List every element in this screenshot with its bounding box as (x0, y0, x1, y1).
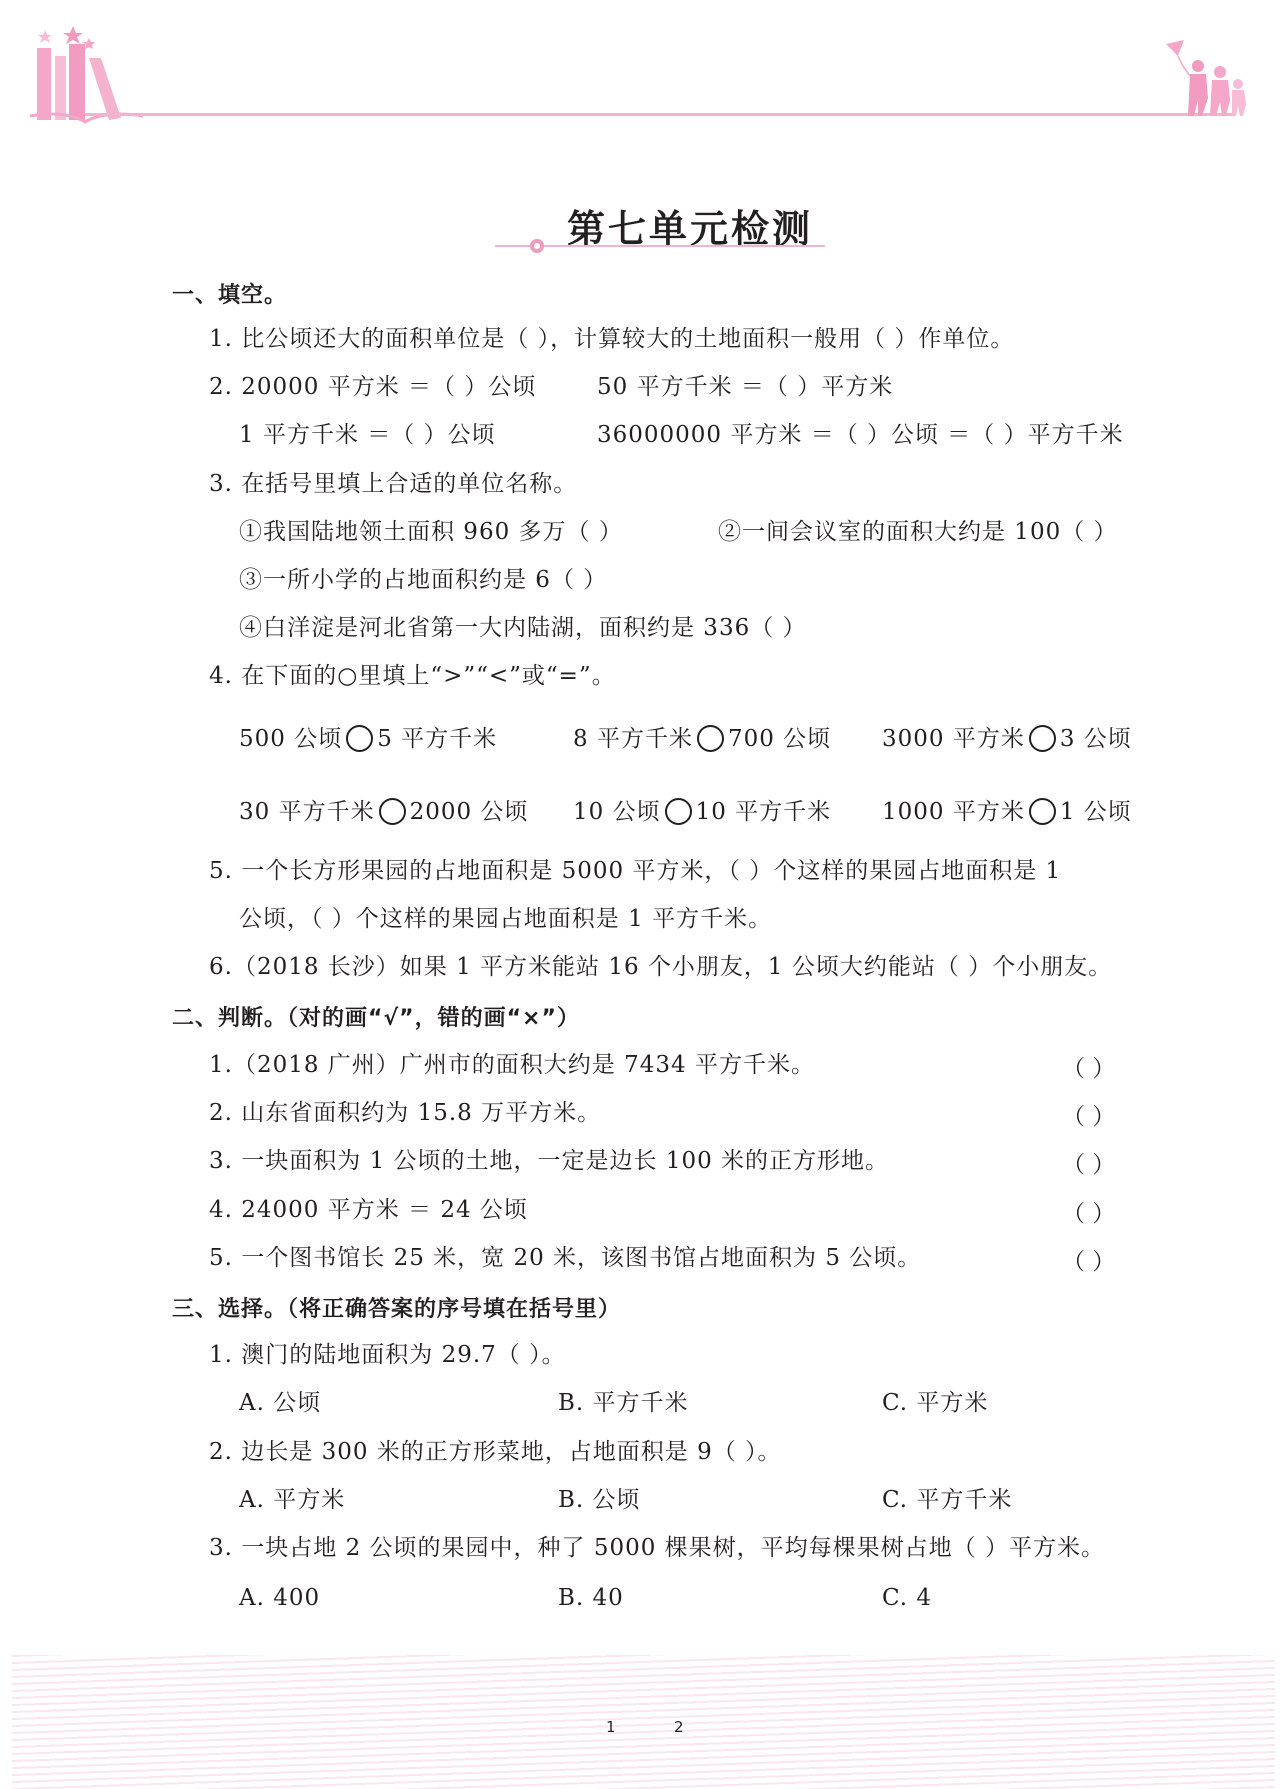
books-stars-decoration (25, 18, 155, 128)
page-number-right: 2 (674, 1718, 684, 1736)
kite-children-decoration (1158, 38, 1248, 118)
judge-answer-paren[interactable]: （ ） (1062, 1201, 1116, 1227)
footer-wave-band (12, 1655, 1275, 1789)
section-judge-heading: 二、判断。（对的画“√”，错的画“×”） (172, 1006, 580, 1031)
compare-item: 10 公顷 10 平方千米 (573, 799, 832, 825)
choice-option[interactable]: B. 公顷 (558, 1487, 641, 1513)
judge-item-2: 2. 山东省面积约为 15.8 万平方米。 (209, 1100, 602, 1126)
section-fill-heading: 一、填空。 (172, 283, 288, 308)
compare-item: 1000 平方米 1 公顷 (882, 799, 1132, 825)
compare-circle[interactable] (1029, 798, 1056, 825)
fill-q6: 6.（2018 长沙）如果 1 平方米能站 16 个小朋友，1 公顷大约能站（ ）个小朋友。 (209, 954, 1113, 980)
compare-item: 30 平方千米 2000 公顷 (239, 799, 529, 825)
fill-q3d: ④白洋淀是河北省第一大内陆湖，面积约是 336（ ） (239, 615, 807, 641)
fill-q2a: 2. 20000 平方米 ＝（ ）公顷 (209, 374, 537, 400)
choice-q1: 1. 澳门的陆地面积为 29.7（ ）。 (209, 1342, 566, 1368)
choice-option[interactable]: C. 平方米 (882, 1390, 989, 1416)
compare-item: 8 平方千米 700 公顷 (573, 726, 832, 752)
fill-q3c: ③一所小学的占地面积约是 6（ ） (239, 567, 608, 593)
judge-answer-paren[interactable]: （ ） (1062, 1152, 1116, 1178)
compare-circle[interactable] (379, 798, 406, 825)
judge-item-1: 1.（2018 广州）广州市的面积大约是 7434 平方千米。 (209, 1052, 815, 1078)
fill-q1: 1. 比公顷还大的面积单位是（ ），计算较大的土地面积一般用（ ）作单位。 (209, 326, 1015, 352)
section-choice-heading: 三、选择。（将正确答案的序号填在括号里） (172, 1297, 622, 1322)
title-underline (495, 238, 825, 254)
choice-option[interactable]: C. 平方千米 (882, 1487, 1013, 1513)
compare-item: 3000 平方米 3 公顷 (882, 726, 1132, 752)
compare-circle[interactable] (1029, 725, 1056, 752)
header-rule (85, 113, 1235, 116)
page-number-left: 1 (606, 1718, 616, 1736)
page-title: 第七单元检测 (567, 206, 814, 251)
judge-answer-paren[interactable]: （ ） (1062, 1104, 1116, 1130)
compare-item: 500 公顷 5 平方千米 (239, 726, 498, 752)
fill-q4: 4. 在下面的○里填上“>”“<”或“=”。 (209, 663, 616, 689)
judge-item-4: 4. 24000 平方米 ＝ 24 公顷 (209, 1197, 528, 1223)
judge-item-5: 5. 一个图书馆长 25 米，宽 20 米，该图书馆占地面积为 5 公顷。 (209, 1245, 922, 1271)
choice-option[interactable]: A. 平方米 (239, 1487, 346, 1513)
choice-option[interactable]: A. 400 (239, 1585, 321, 1611)
fill-q3a: ①我国陆地领土面积 960 多万（ ） (239, 519, 623, 545)
fill-q2b: 50 平方千米 ＝（ ）平方米 (597, 374, 894, 400)
fill-q3: 3. 在括号里填上合适的单位名称。 (209, 471, 578, 497)
fill-q5b: 公顷，（ ）个这样的果园占地面积是 1 平方千米。 (239, 906, 773, 932)
fill-q3b: ②一间会议室的面积大约是 100（ ） (718, 519, 1118, 545)
judge-answer-paren[interactable]: （ ） (1062, 1056, 1116, 1082)
choice-option[interactable]: C. 4 (882, 1585, 933, 1611)
judge-item-3: 3. 一块面积为 1 公顷的土地，一定是边长 100 米的正方形地。 (209, 1148, 890, 1174)
choice-q3: 3. 一块占地 2 公顷的果园中，种了 5000 棵果树，平均每棵果树占地（ ）平方米。 (209, 1535, 1105, 1561)
compare-circle[interactable] (697, 725, 724, 752)
fill-q2c: 1 平方千米 ＝（ ）公顷 (239, 422, 496, 448)
choice-option[interactable]: A. 公顷 (239, 1390, 322, 1416)
compare-circle[interactable] (346, 725, 373, 752)
compare-circle[interactable] (665, 798, 692, 825)
choice-option[interactable]: B. 40 (558, 1585, 624, 1611)
fill-q5a: 5. 一个长方形果园的占地面积是 5000 平方米，（ ）个这样的果园占地面积是 1 (209, 858, 1062, 884)
choice-option[interactable]: B. 平方千米 (558, 1390, 689, 1416)
fill-q2d: 36000000 平方米 ＝（ ）公顷 ＝（ ）平方千米 (597, 422, 1124, 448)
choice-q2: 2. 边长是 300 米的正方形菜地，占地面积是 9（ ）。 (209, 1439, 782, 1465)
judge-answer-paren[interactable]: （ ） (1062, 1249, 1116, 1275)
